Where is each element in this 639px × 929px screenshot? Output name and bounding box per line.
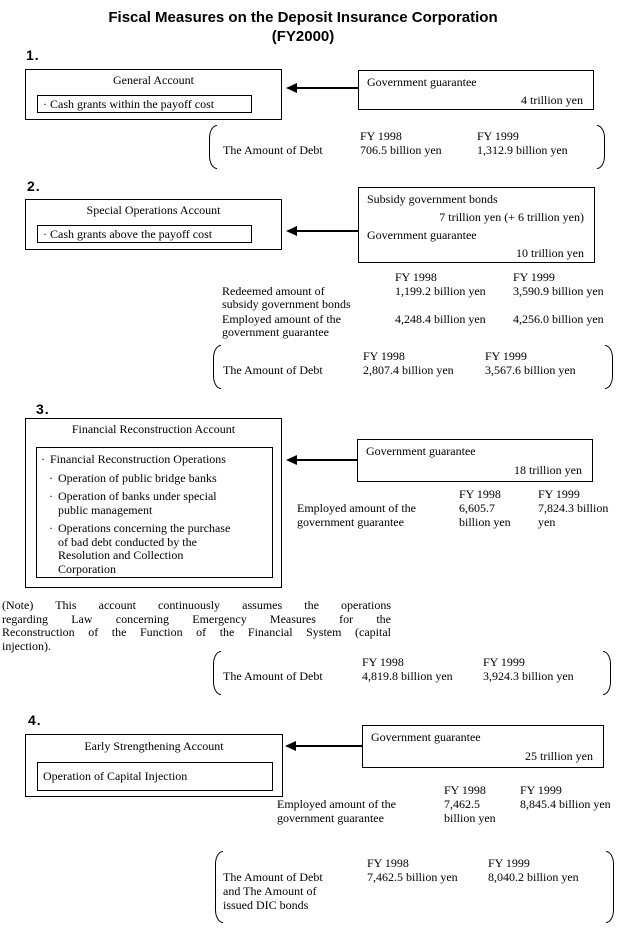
- account-box-early-strengthening: [25, 734, 283, 797]
- bullet-icon: ·: [43, 96, 47, 111]
- arrow-left-icon: [285, 741, 296, 751]
- account-box-title: General Account: [113, 73, 194, 87]
- employed-label: Employed amount of the: [297, 501, 416, 515]
- fy1998-value: 706.5 billion yen: [360, 143, 442, 157]
- fy1999-header: FY 1999: [483, 655, 525, 669]
- account-box-special-operations: [25, 199, 282, 250]
- section-number: 3.: [36, 401, 50, 417]
- fy1998-header: FY 1998: [395, 270, 437, 284]
- fy1998-value: billion yen: [459, 515, 511, 529]
- bullet-icon: ·: [49, 521, 53, 535]
- guarantee-box: [358, 70, 594, 110]
- fy1998-value: 4,248.4 billion yen: [395, 312, 486, 326]
- fy1999-header: FY 1999: [538, 487, 580, 501]
- fy1999-value: 3,924.3 billion yen: [483, 669, 574, 683]
- fy1999-value: 7,824.3 billion: [538, 501, 609, 515]
- bond-label: Subsidy government bonds: [367, 192, 498, 206]
- operation-item-box: [37, 762, 273, 791]
- row-label: Employed amount of the: [222, 312, 341, 326]
- guarantee-label: Government guarantee: [367, 228, 477, 242]
- arrow-shaft: [297, 459, 357, 461]
- bracket-right-icon: [605, 345, 613, 389]
- guarantee-box: [358, 187, 595, 263]
- operation-item: [41, 453, 269, 467]
- employed-label: government guarantee: [297, 515, 404, 529]
- debt-label: issued DIC bonds: [223, 898, 309, 912]
- arrow-shaft: [296, 745, 362, 747]
- fy1998-header: FY 1998: [444, 783, 486, 797]
- operation-text: Financial Reconstruction Operations: [50, 452, 226, 466]
- fy1998-value: 1,199.2 billion yen: [395, 284, 486, 298]
- section-number: 2.: [27, 178, 41, 194]
- bullet-icon: ·: [49, 489, 53, 503]
- fy1999-header: FY 1999: [485, 349, 527, 363]
- fy1998-value: 6,605.7: [459, 501, 495, 515]
- operation-text: Operation of public bridge banks: [58, 470, 217, 485]
- fy1999-value: 3,590.9 billion yen: [513, 284, 604, 298]
- operation-text-line: of bad debt conducted by the: [58, 534, 197, 549]
- debt-label: The Amount of Debt: [223, 143, 323, 157]
- debt-label: and The Amount of: [223, 884, 317, 898]
- operation-item: Cash grants above the payoff cost: [50, 226, 213, 241]
- arrow-left-icon: [286, 83, 297, 93]
- operation-item-box: [37, 225, 252, 243]
- account-box-title: Financial Reconstruction Account: [71, 422, 236, 436]
- row-label: Redeemed amount of: [222, 284, 325, 298]
- fy1999-header: FY 1999: [477, 129, 519, 143]
- fy1998-header: FY 1998: [362, 655, 404, 669]
- debt-label: The Amount of Debt: [223, 870, 323, 884]
- guarantee-label: Government guarantee: [366, 444, 476, 458]
- page-title: [0, 8, 606, 46]
- note-line: regarding Law concerning Emergency Measures for the: [2, 611, 391, 626]
- account-box-general: [25, 69, 282, 120]
- guarantee-amount: 4 trillion yen: [521, 93, 583, 107]
- fy1998-header: FY 1998: [363, 349, 405, 363]
- bracket-right-icon: [603, 651, 611, 695]
- fy1998-value: 7,462.5 billion yen: [367, 870, 458, 884]
- guarantee-label: Government guarantee: [367, 75, 477, 89]
- page-title-line1: Fiscal Measures on the Deposit Insurance Corporation: [108, 9, 498, 26]
- operation-text-line: Resolution and Collection: [58, 548, 184, 562]
- debt-label: The Amount of Debt: [223, 363, 323, 377]
- fy1998-value: 2,807.4 billion yen: [363, 363, 454, 377]
- section-number: 4.: [28, 712, 42, 728]
- guarantee-label: Government guarantee: [371, 730, 481, 744]
- bullet-icon: ·: [41, 452, 45, 466]
- row-label: government guarantee: [222, 325, 329, 339]
- bracket-left-icon: [213, 345, 221, 389]
- operation-item: [49, 472, 269, 486]
- fy1999-value: 3,567.6 billion yen: [485, 363, 576, 377]
- account-box-title: Special Operations Account: [86, 203, 221, 217]
- note-line: Reconstruction of the Function of the Financial System (capital: [2, 625, 391, 640]
- operation-text-line: Operations concerning the purchase: [58, 521, 231, 535]
- bracket-right-icon: [606, 851, 614, 923]
- fy1999-header: FY 1999: [513, 270, 555, 284]
- bond-amount: 7 trillion yen (+ 6 trillion yen): [439, 210, 584, 224]
- arrow-left-icon: [286, 455, 297, 465]
- operation-item-box: [37, 95, 252, 113]
- account-box-financial-reconstruction: [25, 418, 282, 588]
- operation-item: [49, 522, 269, 576]
- guarantee-box: [362, 725, 604, 768]
- fy1998-header: FY 1998: [360, 129, 402, 143]
- debt-label: The Amount of Debt: [223, 669, 323, 683]
- operation-text: [58, 490, 217, 517]
- fy1999-value: 8,845.4 billion yen: [520, 797, 611, 811]
- guarantee-box: [357, 439, 593, 482]
- fy1998-value: 7,462.5: [444, 797, 480, 811]
- account-box-title: Early Strengthening Account: [84, 739, 224, 753]
- employed-label: government guarantee: [277, 811, 384, 825]
- fy1999-header: FY 1999: [488, 856, 530, 870]
- note-text: [2, 599, 391, 654]
- bracket-left-icon: [215, 851, 223, 923]
- bullet-icon: ·: [43, 226, 47, 241]
- fy1999-value: 4,256.0 billion yen: [513, 312, 604, 326]
- guarantee-amount: 10 trillion yen: [516, 246, 584, 260]
- operation-item: Cash grants within the payoff cost: [50, 96, 215, 111]
- note-line: injection).: [2, 639, 51, 654]
- guarantee-amount: 18 trillion yen: [514, 463, 582, 477]
- fy1999-value: 1,312.9 billion yen: [477, 143, 568, 157]
- note-line: (Note) This account continuously assumes the operations: [2, 598, 391, 612]
- arrow-left-icon: [286, 226, 297, 236]
- page-title-line2: (FY2000): [271, 28, 335, 45]
- fy1998-header: FY 1998: [367, 856, 409, 870]
- operation-item: [49, 490, 269, 517]
- bracket-left-icon: [213, 651, 221, 695]
- guarantee-amount: 25 trillion yen: [525, 749, 593, 763]
- fy1999-value: 8,040.2 billion yen: [488, 870, 579, 884]
- fy1998-value: billion yen: [444, 811, 496, 825]
- arrow-shaft: [297, 230, 358, 232]
- operation-text-line: Corporation: [58, 561, 116, 576]
- operation-text-line: Operation of banks under special: [58, 489, 217, 503]
- bullet-icon: ·: [49, 470, 53, 485]
- section-number: 1.: [26, 47, 40, 63]
- arrow-shaft: [297, 87, 358, 89]
- fy1998-value: 4,819.8 billion yen: [362, 669, 453, 683]
- fy1999-value: yen: [538, 515, 556, 529]
- row-label: subsidy government bonds: [222, 297, 351, 311]
- operations-list: [36, 447, 273, 578]
- operation-item: Operation of Capital Injection: [43, 769, 188, 783]
- fy1999-header: FY 1999: [520, 783, 562, 797]
- employed-label: Employed amount of the: [277, 797, 396, 811]
- operation-text-line: public management: [58, 502, 153, 517]
- bracket-left-icon: [209, 125, 217, 169]
- fy1998-header: FY 1998: [459, 487, 501, 501]
- bracket-right-icon: [597, 125, 605, 169]
- operation-text: [58, 522, 230, 576]
